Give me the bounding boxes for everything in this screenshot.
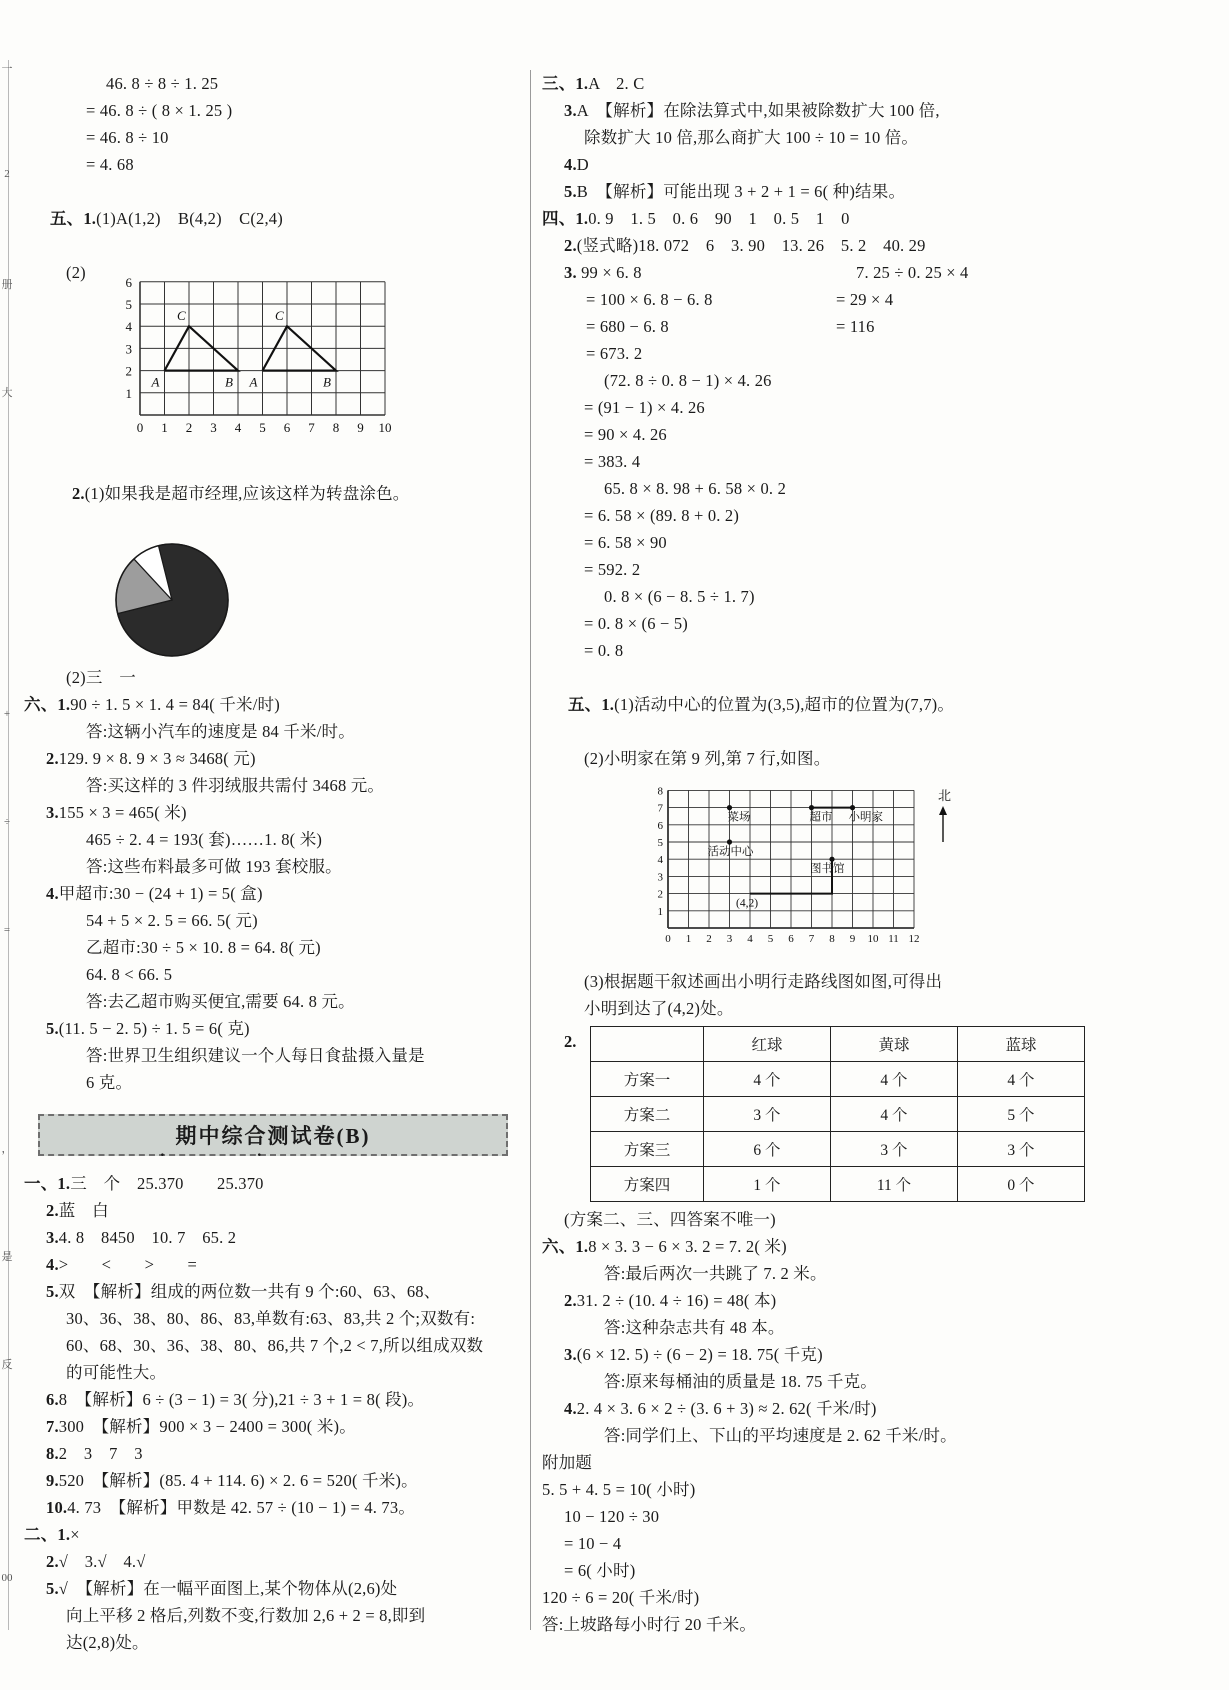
calc-line: = 383. 4 xyxy=(584,452,641,471)
table-row xyxy=(591,1132,1085,1167)
svg-text:10: 10 xyxy=(378,420,392,435)
calc-line: (72. 8 ÷ 0. 8 − 1) × 4. 26 xyxy=(604,371,772,390)
section-2-block xyxy=(24,1521,524,1656)
item-number: 3. xyxy=(564,263,577,282)
svg-text:7: 7 xyxy=(808,933,815,945)
table-cell: 3 个 xyxy=(831,1132,958,1167)
calc-line: = 592. 2 xyxy=(584,560,641,579)
item-continuation: 乙超市:30 ÷ 5 × 10. 8 = 64. 8( 元) xyxy=(86,938,321,957)
calc-line: = 90 × 4. 26 xyxy=(584,425,667,444)
svg-text:9: 9 xyxy=(849,933,856,945)
calc-right: = 116 xyxy=(836,317,875,336)
calc-pair-row xyxy=(542,313,1202,340)
calc-block-4 xyxy=(542,583,1202,664)
answer-item xyxy=(564,97,1202,124)
svg-text:C: C xyxy=(177,308,186,324)
svg-text:2: 2 xyxy=(185,420,193,435)
calc-line: = 0. 8 × (6 − 5) xyxy=(584,614,688,633)
edge-mark: = xyxy=(3,924,11,936)
item-number: 2. xyxy=(564,1032,577,1051)
extra-calc-line: = 10 − 4 xyxy=(564,1534,622,1553)
item-continuation: 答:买这样的 3 件羽绒服共需付 3468 元。 xyxy=(86,776,385,795)
table-row-header: 方案四 xyxy=(591,1167,704,1202)
right-column xyxy=(542,70,1202,1638)
item-text: (11. 5 − 2. 5) ÷ 1. 5 = 6( 克) xyxy=(58,1019,250,1038)
answer-item xyxy=(564,232,1202,259)
section-5-heading xyxy=(24,178,524,259)
table-row xyxy=(591,1097,1085,1132)
svg-text:0: 0 xyxy=(136,420,144,435)
map-grid-svg xyxy=(638,776,1038,966)
answer-item xyxy=(46,1467,524,1494)
map-label: (4,2) xyxy=(736,897,759,910)
item-continuation: 答:原来每桶油的质量是 18. 75 千克。 xyxy=(604,1372,877,1391)
calc-left: = 680 − 6. 8 xyxy=(586,317,669,336)
edge-mark: 2 xyxy=(4,168,10,180)
item-text: > < > = xyxy=(58,1255,198,1274)
item-number: 5. xyxy=(46,1019,59,1038)
item-text: √ 3.√ 4.√ xyxy=(58,1552,146,1571)
item-text: D xyxy=(576,155,589,174)
item-continuation: 向上平移 2 格后,列数不变,行数加 2,6 + 2 = 8,即到 xyxy=(66,1606,426,1625)
item-continuation: 除数扩大 10 倍,那么商扩大 100 ÷ 10 = 10 倍。 xyxy=(584,128,919,147)
extra-calc-line: 10 − 120 ÷ 30 xyxy=(564,1507,660,1526)
table-header-row xyxy=(591,1027,1085,1062)
calc-line: 65. 8 × 8. 98 + 6. 58 × 0. 2 xyxy=(604,479,787,498)
item-number: 5. xyxy=(564,182,577,201)
svg-text:5: 5 xyxy=(125,297,132,312)
table-cell: 11 个 xyxy=(831,1167,958,1202)
edge-mark: 是 xyxy=(1,1251,13,1263)
item-1-text: (1)A(1,2) B(4,2) C(2,4) xyxy=(96,209,283,228)
item-text: A 2. C xyxy=(588,74,645,93)
item-number: 8. xyxy=(46,1444,59,1463)
map-label: 小明家 xyxy=(848,811,883,824)
table-cell: 3 个 xyxy=(958,1132,1085,1167)
calc-pair-row xyxy=(542,259,1202,286)
section-5-line-3a: (3)根据题干叙述画出小明行走路线图如图,可得出 xyxy=(584,972,943,991)
item-text: 2. 4 × 3. 6 × 2 ÷ (3. 6 + 3) ≈ 2. 62( 千米/时) xyxy=(576,1399,877,1418)
item-continuation: 465 ÷ 2. 4 = 193( 套)……1. 8( 米) xyxy=(86,830,323,849)
item-continuation: 答:同学们上、下山的平均速度是 2. 62 千米/时。 xyxy=(604,1426,957,1445)
item-continuation: 54 + 5 × 2. 5 = 66. 5( 元) xyxy=(86,911,258,930)
item-number: 10. xyxy=(46,1498,68,1517)
item-text: 4. 8 8450 10. 7 65. 2 xyxy=(58,1228,237,1247)
table-cell: 6 个 xyxy=(704,1132,831,1167)
item-number: 9. xyxy=(46,1471,59,1490)
item-number: 1. xyxy=(575,74,589,93)
section-4-block xyxy=(542,205,1202,259)
item-number: 2. xyxy=(564,1291,577,1310)
calc-pairs-block xyxy=(542,259,1202,367)
calc-line: = 0. 8 xyxy=(584,641,624,660)
extra-question-title: 附加题 xyxy=(542,1453,593,1472)
answer-item xyxy=(46,1278,524,1305)
section-3-label: 三、 xyxy=(542,74,576,93)
answer-item xyxy=(46,1440,524,1467)
item-continuation: 答:最后两次一共跳了 7. 2 米。 xyxy=(604,1264,827,1283)
svg-text:B: B xyxy=(323,374,331,390)
edge-mark: + xyxy=(3,708,11,720)
table-cell: 4 个 xyxy=(831,1097,958,1132)
table-cell: 4 个 xyxy=(958,1062,1085,1097)
svg-text:8: 8 xyxy=(332,420,340,435)
item-continuation: 达(2,8)处。 xyxy=(66,1633,149,1652)
map-label: 活动中心 xyxy=(707,846,754,858)
section-4-label: 四、 xyxy=(542,209,576,228)
table-row xyxy=(591,1062,1085,1097)
page-edge-marks xyxy=(0,0,14,1690)
calc-line: = 6. 58 × (89. 8 + 0. 2) xyxy=(584,506,740,525)
table-cell: 4 个 xyxy=(704,1062,831,1097)
item-number: 3. xyxy=(46,803,59,822)
answer-item xyxy=(46,1548,524,1575)
map-label: 超市 xyxy=(809,811,833,824)
svg-text:C: C xyxy=(275,308,284,324)
item-number: 1. xyxy=(57,695,71,714)
svg-text:1: 1 xyxy=(125,385,132,401)
item-number: 5. xyxy=(46,1282,59,1301)
calc-right: = 29 × 4 xyxy=(836,290,894,309)
repeating-decimal: 25.37· 0 xyxy=(217,1174,264,1193)
svg-text:8: 8 xyxy=(829,933,835,945)
item-number: 1. xyxy=(83,209,97,228)
item-number: 7. xyxy=(46,1417,59,1436)
svg-text:0: 0 xyxy=(665,933,671,945)
svg-text:2: 2 xyxy=(125,363,132,379)
item-number: 6. xyxy=(46,1390,59,1409)
svg-text:5: 5 xyxy=(657,837,663,849)
section-5-line-2: (2)小明家在第 9 列,第 7 行,如图。 xyxy=(584,749,831,768)
item-text: √ 【解析】在一幅平面图上,某个物体从(2,6)处 xyxy=(58,1579,398,1598)
item-number: 1. xyxy=(575,209,589,228)
item-continuation: 6 克。 xyxy=(86,1073,133,1092)
svg-text:5: 5 xyxy=(767,933,774,945)
table-header-cell: 蓝球 xyxy=(958,1027,1085,1062)
svg-text:7: 7 xyxy=(308,420,315,435)
answer-item xyxy=(46,1413,524,1440)
section-3-block xyxy=(542,70,1202,205)
section-6-label: 六、 xyxy=(24,695,58,714)
svg-text:5: 5 xyxy=(259,420,266,435)
extra-calc-line: = 6( 小时) xyxy=(564,1561,636,1580)
item-text: × xyxy=(70,1525,80,1544)
extra-calc-line: 答:上坡路每小时行 20 千米。 xyxy=(542,1615,757,1634)
item-number: 3. xyxy=(564,1345,577,1364)
pie-chart-svg xyxy=(112,540,232,660)
item-continuation: 答:这辆小汽车的速度是 84 千米/时。 xyxy=(86,722,355,741)
item-text: 甲超市:30 − (24 + 1) = 5( 盒) xyxy=(58,884,263,903)
section-5-label: 五、 xyxy=(567,695,602,714)
section-6-label: 六、 xyxy=(542,1237,576,1256)
decimal-dot-digit: · 3 xyxy=(158,1170,166,1197)
item-2-line xyxy=(46,453,524,534)
pie-chart xyxy=(112,540,232,660)
item-text: 300 【解析】900 × 3 − 2400 = 300( 米)。 xyxy=(58,1417,356,1436)
item-number: 2. xyxy=(46,749,59,768)
item-number: 4. xyxy=(46,1255,59,1274)
item-continuation: 答:世界卫生组织建议一个人每日食盐摄入量是 xyxy=(86,1046,425,1065)
table-row xyxy=(591,1167,1085,1202)
item-number: 2. xyxy=(71,484,85,503)
calc-pair-row xyxy=(542,340,1202,367)
item-continuation: 的可能性大。 xyxy=(66,1363,167,1382)
item-continuation: 30、36、38、80、86、83,单数有:63、83,共 2 个;双数有: xyxy=(66,1309,476,1328)
svg-text:3: 3 xyxy=(125,341,132,357)
section-6-block xyxy=(24,691,524,1096)
item-number: 1. xyxy=(575,1237,589,1256)
column-divider-rule xyxy=(530,70,531,1630)
item-number: 3. xyxy=(564,101,577,120)
calc-block-3 xyxy=(542,475,1202,583)
calc-line: = (91 − 1) × 4. 26 xyxy=(584,398,705,417)
svg-text:6: 6 xyxy=(657,819,663,832)
item-number: 2. xyxy=(46,1201,59,1220)
answer-item xyxy=(46,1386,524,1413)
item-text: 90 ÷ 1. 5 × 1. 4 = 84( 千米/时) xyxy=(70,695,280,714)
svg-text:11: 11 xyxy=(888,933,899,945)
table-cell: 5 个 xyxy=(958,1097,1085,1132)
answer-item xyxy=(24,1521,524,1548)
item-number: 1. xyxy=(57,1525,71,1544)
item-text: 129. 9 × 8. 9 × 3 ≈ 3468( 元) xyxy=(58,749,256,768)
svg-text:1: 1 xyxy=(685,933,692,945)
item-continuation: 64. 8 < 66. 5 xyxy=(86,965,173,984)
coordinate-grid-svg xyxy=(102,267,412,449)
table-cell: 0 个 xyxy=(958,1167,1085,1202)
answer-item xyxy=(46,745,524,772)
item-number: 4. xyxy=(46,884,59,903)
item-1-sub-label: (2) xyxy=(66,263,86,282)
svg-text:A: A xyxy=(249,374,258,390)
section-1-block xyxy=(24,1170,524,1521)
edge-mark: ÷ xyxy=(3,816,11,828)
table-cell: 3 个 xyxy=(704,1097,831,1132)
answer-item xyxy=(564,1341,1202,1368)
calc-line: = 46. 8 ÷ 10 xyxy=(86,128,169,147)
extra-calc-line: 120 ÷ 6 = 20( 千米/时) xyxy=(542,1588,700,1607)
test-title: 期中综合测试卷(B) xyxy=(175,1124,371,1148)
svg-text:3: 3 xyxy=(657,871,663,884)
svg-text:2: 2 xyxy=(706,933,712,945)
svg-text:3: 3 xyxy=(210,420,217,435)
answer-item xyxy=(542,205,1202,232)
table-header-cell: 红球 xyxy=(704,1027,831,1062)
item-continuation: 答:这种杂志共有 48 本。 xyxy=(604,1318,785,1337)
calc-line: 46. 8 ÷ 8 ÷ 1. 25 xyxy=(106,74,219,93)
extra-calc-line: 5. 5 + 4. 5 = 10( 小时) xyxy=(542,1480,696,1499)
item-continuation: 答:去乙超市购买便宜,需要 64. 8 元。 xyxy=(86,992,355,1011)
calc-right: 7. 25 ÷ 0. 25 × 4 xyxy=(856,263,969,282)
item-text: 520 【解析】(85. 4 + 114. 6) × 2. 6 = 520( 千米)。 xyxy=(58,1471,418,1490)
answer-item xyxy=(46,1494,524,1521)
svg-text:B: B xyxy=(225,374,233,390)
svg-text:A: A xyxy=(151,374,160,390)
svg-text:北: 北 xyxy=(938,788,952,803)
calc-line: = 4. 68 xyxy=(86,155,134,174)
test-title-banner xyxy=(38,1114,508,1156)
section-5-heading-right xyxy=(542,664,1202,745)
item-2-text: (1)如果我是超市经理,应该这样为转盘涂色。 xyxy=(84,484,410,503)
section-6-block-right xyxy=(542,1233,1202,1449)
edge-mark: 册 xyxy=(1,279,13,291)
svg-text:3: 3 xyxy=(726,933,733,945)
edge-mark: 一 xyxy=(1,63,13,75)
answer-item xyxy=(46,1575,524,1602)
item-continuation: 60、68、30、36、38、80、86,共 7 个,2 < 7,所以组成双数 xyxy=(66,1336,484,1355)
answer-item xyxy=(46,799,524,826)
item-number: 2. xyxy=(564,236,577,255)
item-text: (6 × 12. 5) ÷ (6 − 2) = 18. 75( 千克) xyxy=(576,1345,823,1364)
item-text: 155 × 3 = 465( 米) xyxy=(58,803,187,822)
answer-item xyxy=(24,1170,524,1197)
item-number: 4. xyxy=(564,155,577,174)
svg-text:4: 4 xyxy=(657,854,663,867)
edge-mark: ， xyxy=(1,1143,13,1155)
calc-line: = 46. 8 ÷ ( 8 × 1. 25 ) xyxy=(86,101,233,120)
table-cell: 1 个 xyxy=(704,1167,831,1202)
extra-question-block xyxy=(542,1476,1202,1638)
edge-mark: 反 xyxy=(1,1359,13,1371)
item-text: (竖式略)18. 072 6 3. 90 13. 26 5. 2 40. 29 xyxy=(576,236,926,255)
item-text: 0. 9 1. 5 0. 6 90 1 0. 5 1 0 xyxy=(588,209,850,228)
answer-item xyxy=(46,1197,524,1224)
svg-text:8: 8 xyxy=(657,785,663,798)
table-header-cell: 黄球 xyxy=(831,1027,958,1062)
item-text: 三 个 25.· 370 25.37· 0 xyxy=(70,1174,263,1193)
section-5-line-3b: 小明到达了(4,2)处。 xyxy=(584,999,734,1018)
item-number: 5. xyxy=(46,1579,59,1598)
edge-mark: 大 xyxy=(1,387,13,399)
item-text: B 【解析】可能出现 3 + 2 + 1 = 6( 种)结果。 xyxy=(576,182,906,201)
item-2-answer: (2)三 一 xyxy=(66,668,136,687)
repeating-decimal: 25.· 370 xyxy=(137,1174,184,1193)
calc-line: 0. 8 × (6 − 8. 5 ÷ 1. 7) xyxy=(604,587,755,606)
scheme-table-note: (方案二、三、四答案不唯一) xyxy=(564,1210,776,1229)
decimal-dot-digit: · 0 xyxy=(255,1170,263,1197)
calc-left: = 100 × 6. 8 − 6. 8 xyxy=(586,290,713,309)
item-text: 31. 2 ÷ (10. 4 ÷ 16) = 48( 本) xyxy=(576,1291,777,1310)
answer-item xyxy=(46,1015,524,1042)
calc-block-top xyxy=(24,70,524,178)
section-1-label: 一、 xyxy=(24,1174,58,1193)
coordinate-grid-chart xyxy=(102,267,412,449)
table-cell: 4 个 xyxy=(831,1062,958,1097)
svg-text:1: 1 xyxy=(161,420,168,435)
item-number: 1. xyxy=(601,695,615,714)
item-text: 4. 73 【解析】甲数是 42. 57 ÷ (10 − 1) = 4. 73。 xyxy=(67,1498,416,1517)
map-label: 菜场 xyxy=(727,811,751,824)
map-label: 图书馆 xyxy=(810,863,845,876)
calc-left: = 673. 2 xyxy=(586,344,643,363)
item-number: 3. xyxy=(46,1228,59,1247)
item-number: 1. xyxy=(57,1174,71,1193)
scheme-table xyxy=(590,1026,1085,1202)
svg-text:4: 4 xyxy=(234,420,242,435)
answer-item xyxy=(46,1251,524,1278)
calc-pair-row xyxy=(542,286,1202,313)
svg-text:1: 1 xyxy=(657,905,663,918)
table-header-cell xyxy=(591,1027,704,1062)
svg-text:6: 6 xyxy=(283,420,291,435)
section-2-label: 二、 xyxy=(24,1525,58,1544)
calc-block-2 xyxy=(542,367,1202,475)
item-text: 2 3 7 3 xyxy=(58,1444,143,1463)
answer-item xyxy=(542,1233,1202,1260)
svg-text:7: 7 xyxy=(657,802,663,815)
svg-text:4: 4 xyxy=(125,319,132,335)
calc-line: = 6. 58 × 90 xyxy=(584,533,667,552)
svg-text:9: 9 xyxy=(357,420,364,435)
item-text: 8 【解析】6 ÷ (3 − 1) = 3( 分),21 ÷ 3 + 1 = 8( 段)。 xyxy=(58,1390,425,1409)
svg-text:10: 10 xyxy=(867,933,879,945)
item-number: 4. xyxy=(564,1399,577,1418)
answer-item xyxy=(46,1224,524,1251)
item-text: 蓝 白 xyxy=(58,1201,109,1220)
item-text: A 【解析】在除法算式中,如果被除数扩大 100 倍, xyxy=(576,101,940,120)
section-5-label: 五、 xyxy=(49,209,84,228)
answer-item xyxy=(46,880,524,907)
svg-text:6: 6 xyxy=(788,933,794,945)
table-row-header: 方案一 xyxy=(591,1062,704,1097)
svg-text:6: 6 xyxy=(125,274,132,290)
answer-item xyxy=(564,1287,1202,1314)
left-column xyxy=(24,70,524,1656)
calc-left: 3. 99 × 6. 8 xyxy=(564,263,642,282)
svg-text:12: 12 xyxy=(908,933,920,945)
item-number: 2. xyxy=(46,1552,59,1571)
answer-item xyxy=(564,151,1202,178)
map-grid-diagram xyxy=(638,776,968,966)
table-row-header: 方案二 xyxy=(591,1097,704,1132)
svg-text:2: 2 xyxy=(657,888,663,901)
svg-text:4: 4 xyxy=(747,933,753,945)
table-row-header: 方案三 xyxy=(591,1132,704,1167)
item-continuation: 答:这些布料最多可做 193 套校服。 xyxy=(86,857,342,876)
answer-item xyxy=(564,178,1202,205)
answer-item xyxy=(24,691,524,718)
answer-item xyxy=(542,70,1202,97)
edge-mark: 00 xyxy=(1,1572,13,1584)
item-text: 8 × 3. 3 − 6 × 3. 2 = 7. 2( 米) xyxy=(588,1237,787,1256)
answer-item xyxy=(564,1395,1202,1422)
section-5-line-1: (1)活动中心的位置为(3,5),超市的位置为(7,7)。 xyxy=(614,695,955,714)
item-text: 双 【解析】组成的两位数一共有 9 个:60、63、68、 xyxy=(58,1282,441,1301)
